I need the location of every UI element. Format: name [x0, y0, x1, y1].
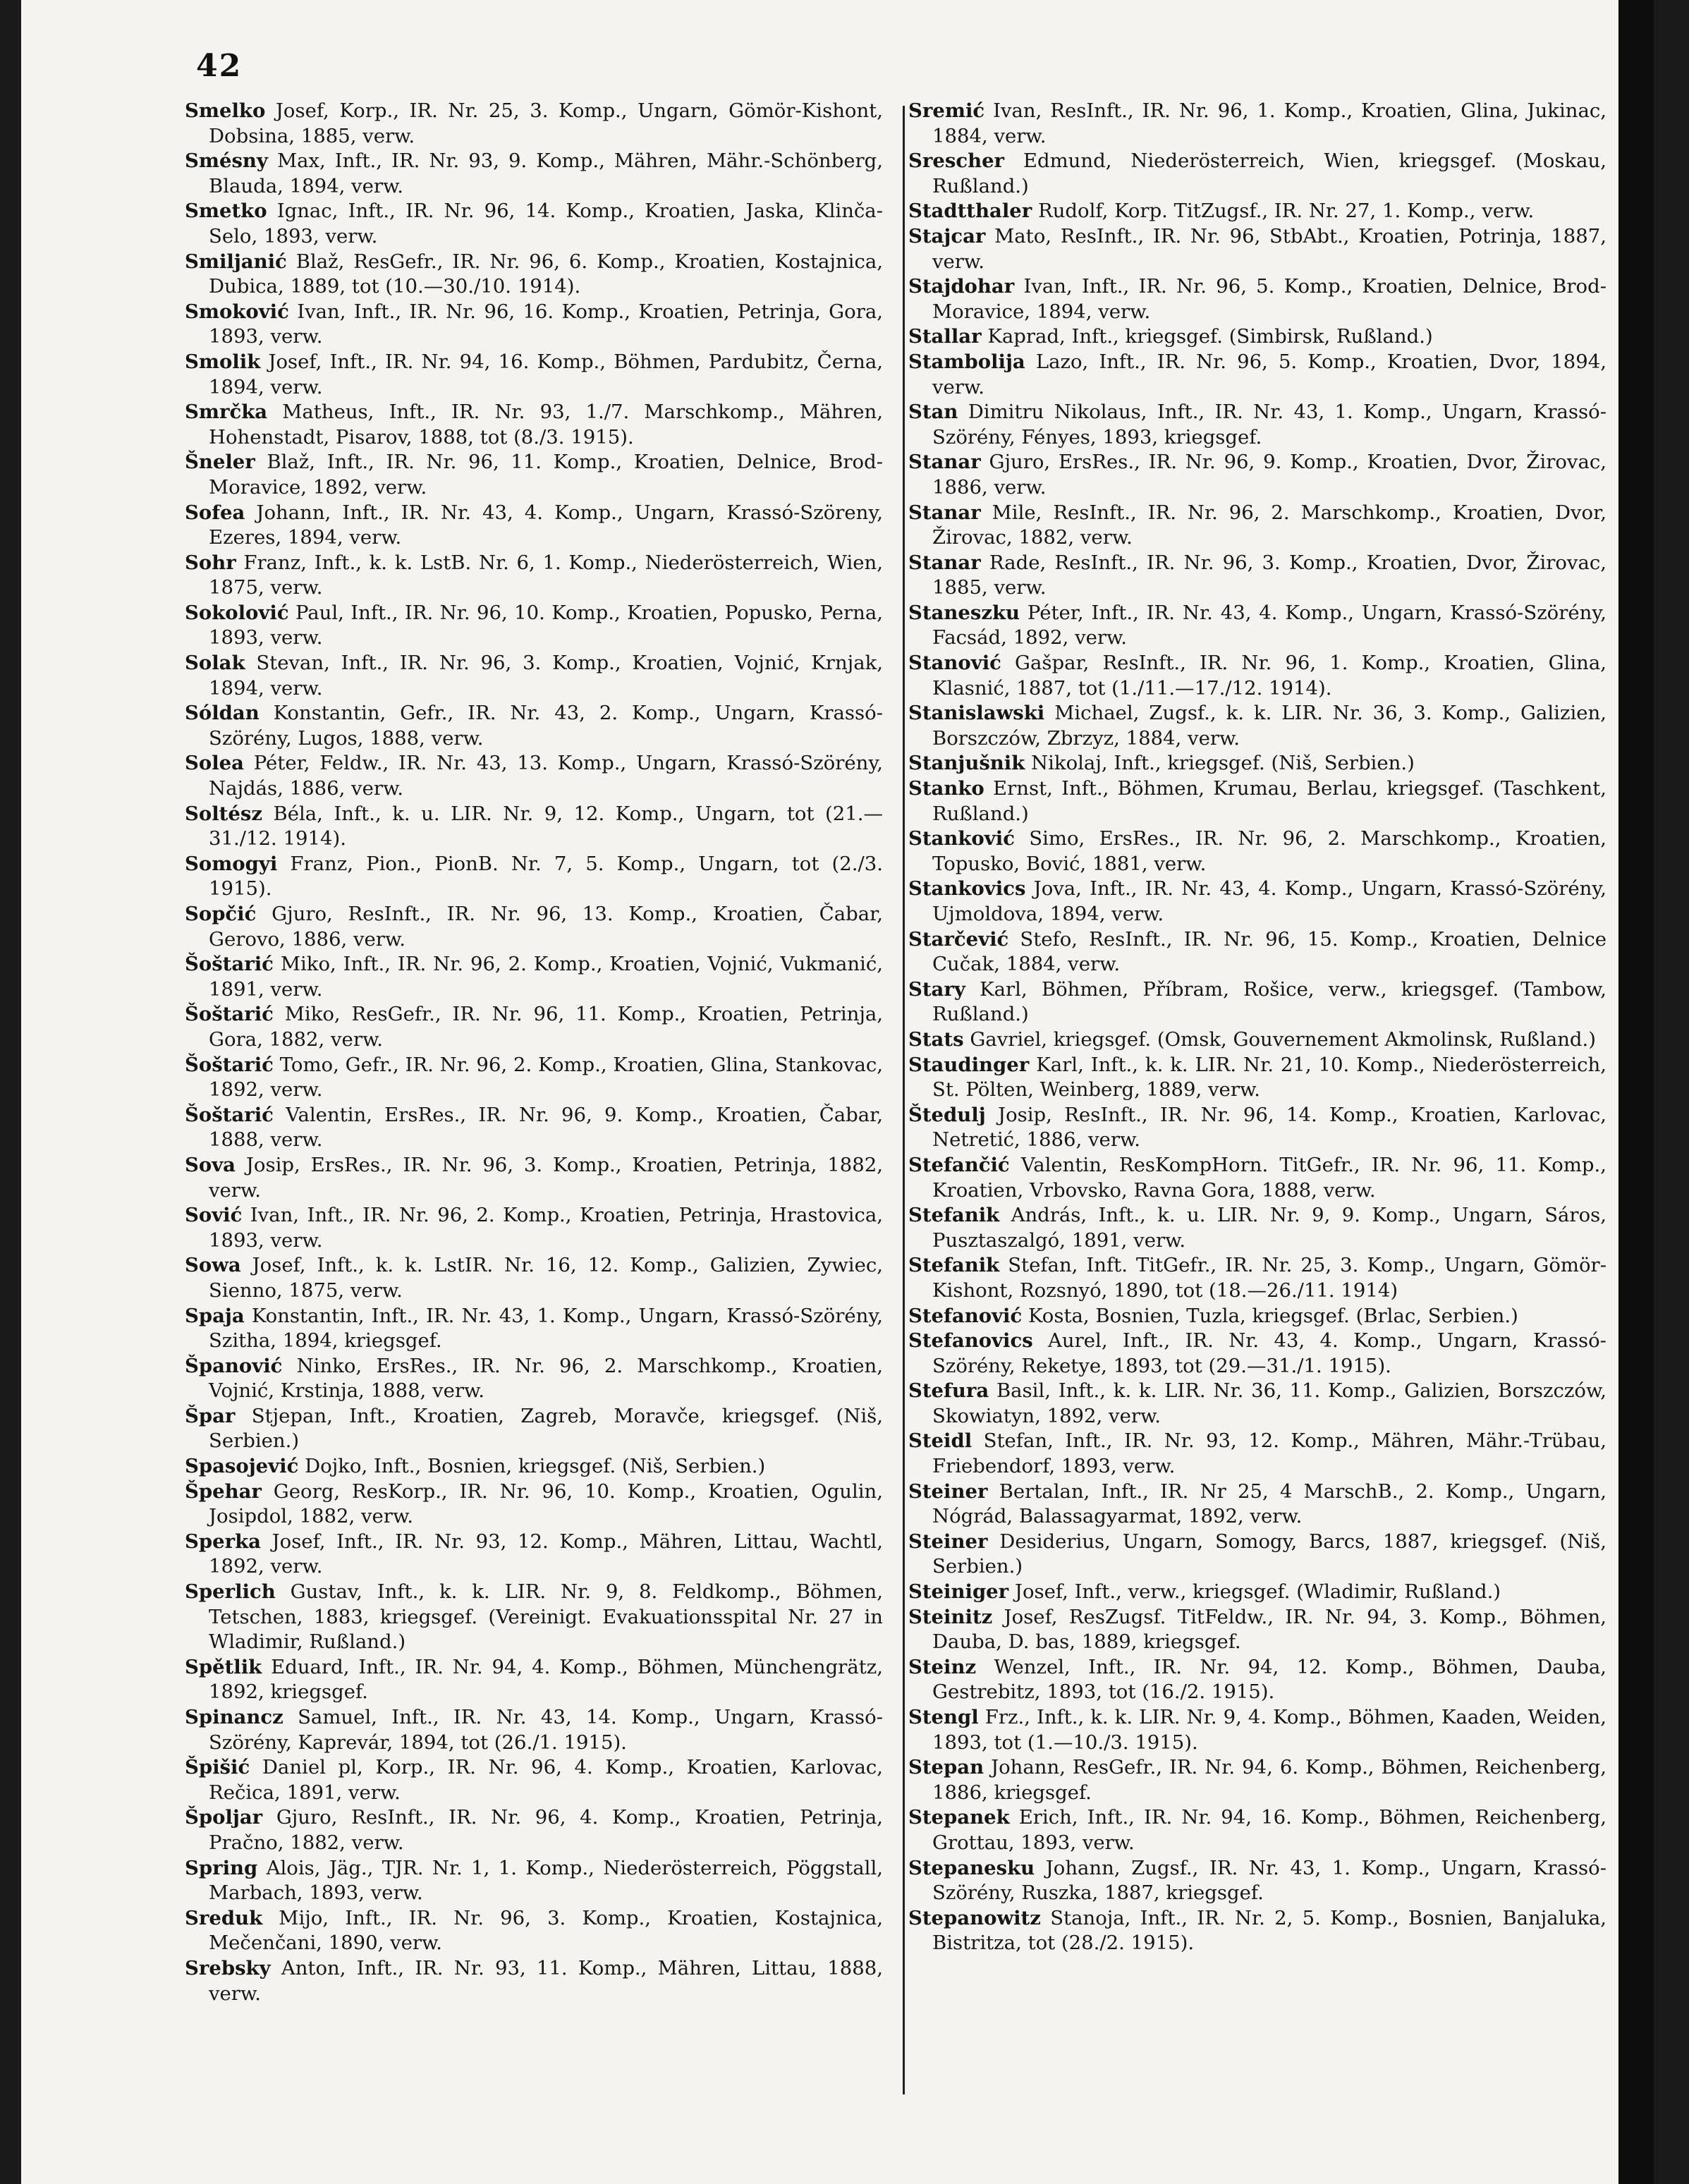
list-entry	[908, 651, 1606, 701]
list-entry	[185, 551, 883, 601]
entry-details: Josef, Korp., IR. Nr. 25, 3. Komp., Ungarn, Gömör-Kishont, Dobsina, 1885, verw.	[209, 99, 883, 147]
list-entry	[908, 551, 1606, 601]
entry-details: Erich, Inft., IR. Nr. 94, 16. Komp., Böhmen, Reichenberg, Grottau, 1893, verw.	[932, 1806, 1607, 1854]
entry-details: Daniel pl, Korp., IR. Nr. 96, 4. Komp., Kroatien, Karlovac, Rečica, 1891, verw.	[209, 1756, 883, 1804]
entry-surname: Spasojević	[185, 1455, 299, 1478]
entry-details: Ninko, ErsRes., IR. Nr. 96, 2. Marschkomp., Kroatien, Vojnić, Krstinja, 1888, verw.	[209, 1354, 883, 1403]
entry-surname: Sperlich	[185, 1580, 276, 1604]
list-entry	[908, 1203, 1606, 1253]
list-entry	[185, 1856, 883, 1906]
list-entry	[908, 1329, 1606, 1379]
list-entry	[185, 802, 883, 852]
list-entry	[908, 1605, 1606, 1655]
entry-details: Stefan, Inft. TitGefr., IR. Nr. 25, 3. Komp., Ungarn, Gömör-Kishont, Rozsnyó, 1890, tot (18.—26./11. 1914)	[932, 1254, 1606, 1302]
entry-details: Alois, Jäg., TJR. Nr. 1, 1. Komp., Niederösterreich, Pöggstall, Marbach, 1893, verw.	[209, 1856, 883, 1905]
entry-surname: Sofea	[185, 501, 245, 524]
entry-surname: Steiner	[908, 1530, 988, 1553]
entry-details: Stefan, Inft., IR. Nr. 93, 12. Komp., Mähren, Mähr.-Trübau, Friebendorf, 1893, verw.	[932, 1429, 1606, 1478]
entry-details: Lazo, Inft., IR. Nr. 96, 5. Komp., Kroatien, Dvor, 1894, verw.	[932, 350, 1606, 398]
list-entry	[908, 274, 1606, 324]
entry-details: Mato, ResInft., IR. Nr. 96, StbAbt., Kroatien, Potrinja, 1887, verw.	[932, 224, 1606, 273]
entry-surname: Stankovics	[908, 877, 1026, 901]
entry-details: Ernst, Inft., Böhmen, Krumau, Berlau, kriegsgef. (Taschkent, Rußland.)	[932, 777, 1606, 825]
entry-details: Eduard, Inft., IR. Nr. 94, 4. Komp., Böhmen, Münchengrätz, 1892, kriegsgef.	[209, 1655, 883, 1704]
list-entry	[185, 1203, 883, 1253]
entry-details: Bertalan, Inft., IR. Nr 25, 4 MarschB., 2. Komp., Ungarn, Nógrád, Balassagyarmat, 1892, verw.	[932, 1480, 1607, 1528]
entry-surname: Šoštarić	[185, 1003, 274, 1026]
entry-surname: Sowa	[185, 1254, 241, 1277]
list-entry	[185, 1906, 883, 1956]
entry-surname: Srebsky	[185, 1956, 271, 1979]
entry-details: Blaž, ResGefr., IR. Nr. 96, 6. Komp., Kroatien, Kostajnica, Dubica, 1889, tot (10.—30./10. 1914).	[209, 250, 883, 298]
entry-details: Konstantin, Gefr., IR. Nr. 43, 2. Komp., Ungarn, Krassó-Szörény, Lugos, 1888, verw.	[209, 702, 883, 750]
entry-surname: Steinitz	[908, 1605, 993, 1628]
entry-surname: Sremić	[908, 99, 985, 122]
entry-surname: Stefanik	[908, 1204, 1000, 1227]
entry-details: Gustav, Inft., k. k. LIR. Nr. 9, 8. Feldkomp., Böhmen, Tetschen, 1883, kriegsgef. (Vereinigt. Evakuationsspital Nr. 27 in Wladimir, Rußland.)	[209, 1580, 883, 1654]
entry-surname: Stanar	[908, 551, 981, 574]
list-entry	[908, 149, 1606, 199]
entry-details: Josef, Inft., IR. Nr. 94, 16. Komp., Böhmen, Pardubitz, Černa, 1894, verw.	[209, 350, 883, 398]
list-entry	[185, 1103, 883, 1153]
list-entry	[185, 1956, 883, 2006]
list-entry	[185, 450, 883, 500]
entry-surname: Somogyi	[185, 852, 278, 875]
list-entry	[185, 952, 883, 1002]
entry-surname: Stajdohar	[908, 275, 1015, 298]
entry-surname: Spring	[185, 1856, 258, 1879]
entry-details: Georg, ResKorp., IR. Nr. 96, 10. Komp., Kroatien, Ogulin, Josipdol, 1882, verw.	[209, 1480, 883, 1528]
entry-details: Josef, ResZugsf. TitFeldw., IR. Nr. 94, 3. Komp., Böhmen, Dauba, D. bas, 1889, kriegsgef.	[932, 1605, 1606, 1654]
entry-details: Josef, Inft., verw., kriegsgef. (Wladimir, Rußland.)	[1014, 1580, 1501, 1604]
entry-surname: Stepanek	[908, 1806, 1010, 1829]
list-entry	[908, 450, 1606, 500]
list-entry	[908, 1856, 1606, 1906]
entry-surname: Sokolović	[185, 601, 289, 624]
entry-surname: Sperka	[185, 1530, 261, 1553]
list-entry	[908, 1805, 1606, 1855]
entry-details: Dojko, Inft., Bosnien, kriegsgef. (Niš, Serbien.)	[305, 1455, 766, 1478]
entry-details: Josip, ResInft., IR. Nr. 96, 14. Komp., Kroatien, Karlovac, Netretić, 1886, verw.	[932, 1103, 1606, 1152]
list-entry	[185, 1480, 883, 1530]
entry-details: Ivan, Inft., IR. Nr. 96, 2. Komp., Kroatien, Petrinja, Hrastovica, 1893, verw.	[209, 1204, 883, 1252]
entry-details: Franz, Inft., k. k. LstB. Nr. 6, 1. Komp., Niederösterreich, Wien, 1875, verw.	[209, 551, 883, 599]
list-entry	[908, 1053, 1606, 1103]
entry-surname: Stefura	[908, 1379, 989, 1403]
entry-surname: Stanar	[908, 501, 981, 524]
entry-details: Stjepan, Inft., Kroatien, Zagreb, Moravče, kriegsgef. (Niš, Serbien.)	[209, 1404, 883, 1453]
entry-details: Gavriel, kriegsgef. (Omsk, Gouvernement Akmolinsk, Rußland.)	[970, 1027, 1596, 1051]
list-entry	[185, 1805, 883, 1855]
entry-surname: Stallar	[908, 325, 982, 348]
entry-details: Rudolf, Korp. TitZugsf., IR. Nr. 27, 1. Komp., verw.	[1038, 200, 1535, 223]
list-entry	[185, 350, 883, 400]
entry-surname: Stanko	[908, 777, 984, 800]
entry-details: Kosta, Bosnien, Tuzla, kriegsgef. (Brlac, Serbien.)	[1028, 1304, 1518, 1327]
entry-surname: Stefančić	[908, 1153, 1010, 1176]
entry-surname: Sóldan	[185, 702, 260, 725]
list-entry	[185, 1454, 883, 1480]
entry-surname: Španović	[185, 1354, 283, 1377]
list-entry	[908, 99, 1606, 149]
list-entry	[185, 1153, 883, 1203]
entry-details: Johann, Inft., IR. Nr. 43, 4. Komp., Ungarn, Krassó-Szöreny, Ezeres, 1894, verw.	[209, 501, 883, 549]
entry-details: Karl, Böhmen, Příbram, Rošice, verw., kriegsgef. (Tambow, Rußland.)	[932, 977, 1606, 1026]
list-entry	[185, 1053, 883, 1103]
entry-details: Paul, Inft., IR. Nr. 96, 10. Komp., Kroatien, Popusko, Perna, 1893, verw.	[209, 601, 883, 649]
list-entry	[185, 199, 883, 249]
entry-details: Gjuro, ErsRes., IR. Nr. 96, 9. Komp., Kroatien, Dvor, Žirovac, 1886, verw.	[932, 451, 1606, 499]
entry-surname: Stefanik	[908, 1254, 1000, 1277]
entry-surname: Štedulj	[908, 1103, 986, 1126]
entry-surname: Soltész	[185, 802, 262, 825]
entry-surname: Stanović	[908, 652, 1001, 675]
entry-details: Johann, ResGefr., IR. Nr. 94, 6. Komp., Böhmen, Reichenberg, 1886, kriegsgef.	[932, 1756, 1606, 1804]
entry-surname: Stary	[908, 977, 965, 1001]
list-entry	[908, 1906, 1606, 1956]
entry-details: Stefo, ResInft., IR. Nr. 96, 15. Komp., Kroatien, Delnice Cučak, 1884, verw.	[932, 927, 1606, 976]
entry-surname: Sreduk	[185, 1906, 263, 1929]
entry-surname: Stadtthaler	[908, 200, 1032, 223]
list-entry	[908, 701, 1606, 751]
list-entry	[908, 601, 1606, 651]
entry-surname: Stefanović	[908, 1304, 1023, 1327]
list-entry	[908, 977, 1606, 1027]
list-entry	[185, 651, 883, 701]
entry-surname: Smésny	[185, 150, 268, 173]
entry-details: Valentin, ErsRes., IR. Nr. 96, 9. Komp., Kroatien, Čabar, 1888, verw.	[209, 1103, 884, 1152]
entry-details: Stanoja, Inft., IR. Nr. 2, 5. Komp., Bosnien, Banjaluka, Bistritza, tot (28./2. 1915).	[932, 1906, 1606, 1955]
entry-surname: Stefanovics	[908, 1329, 1033, 1353]
entry-surname: Solak	[185, 652, 245, 675]
entry-details: Péter, Feldw., IR. Nr. 43, 13. Komp., Ungarn, Krassó-Szörény, Najdás, 1886, verw.	[209, 752, 883, 800]
list-entry	[908, 400, 1606, 450]
entry-surname: Stengl	[908, 1706, 979, 1728]
entry-details: Gjuro, ResInft., IR. Nr. 96, 13. Komp., Kroatien, Čabar, Gerovo, 1886, verw.	[209, 903, 883, 951]
entry-surname: Smetko	[185, 200, 267, 223]
list-entry	[908, 1103, 1606, 1153]
entry-details: Valentin, ResKompHorn. TitGefr., IR. Nr. 96, 11. Komp., Kroatien, Vrbovsko, Ravna Gora, 1888, verw.	[932, 1153, 1606, 1202]
entry-details: Edmund, Niederösterreich, Wien, kriegsgef. (Moskau, Rußland.)	[932, 150, 1606, 197]
entry-details: Rade, ResInft., IR. Nr. 96, 3. Komp., Kroatien, Dvor, Žirovac, 1885, verw.	[932, 551, 1606, 599]
entry-surname: Sohr	[185, 551, 236, 574]
entry-surname: Stepan	[908, 1756, 984, 1779]
entry-details: Aurel, Inft., IR. Nr. 43, 4. Komp., Ungarn, Krassó-Szörény, Reketye, 1893, tot (29.—31./1. 1915).	[932, 1329, 1606, 1377]
list-entry	[185, 852, 883, 902]
list-entry	[908, 751, 1606, 776]
entry-details: Dimitru Nikolaus, Inft., IR. Nr. 43, 1. Komp., Ungarn, Krassó-Szörény, Fényes, 1893, kriegsgef.	[932, 401, 1607, 449]
entry-details: Wenzel, Inft., IR. Nr. 94, 12. Komp., Böhmen, Dauba, Gestrebitz, 1893, tot (16./2. 1915).	[932, 1655, 1606, 1704]
entry-details: Miko, ResGefr., IR. Nr. 96, 11. Komp., Kroatien, Petrinja, Gora, 1882, verw.	[209, 1003, 883, 1051]
entry-surname: Starčević	[908, 927, 1009, 951]
list-entry	[908, 199, 1606, 224]
entry-surname: Špehar	[185, 1480, 262, 1503]
entry-surname: Steinz	[908, 1655, 977, 1678]
entry-surname: Sova	[185, 1153, 236, 1176]
entry-surname: Solea	[185, 752, 244, 775]
entry-details: Ivan, Inft., IR. Nr. 96, 16. Komp., Kroatien, Petrinja, Gora, 1893, verw.	[209, 300, 883, 348]
entry-details: Blaž, Inft., IR. Nr. 96, 11. Komp., Kroatien, Delnice, Brod-Moravice, 1892, verw.	[209, 451, 883, 499]
list-entry	[908, 776, 1606, 826]
entry-surname: Smolik	[185, 350, 261, 373]
entry-surname: Steidl	[908, 1429, 972, 1453]
entry-details: Simo, ErsRes., IR. Nr. 96, 2. Marschkomp., Kroatien, Topusko, Bović, 1881, verw.	[932, 827, 1607, 875]
list-entry	[908, 1379, 1606, 1429]
entry-surname: Srescher	[908, 150, 1005, 173]
list-entry	[185, 300, 883, 350]
entry-surname: Stepanowitz	[908, 1906, 1041, 1929]
list-entry	[908, 1580, 1606, 1605]
entry-surname: Špoljar	[185, 1806, 263, 1829]
list-entry	[908, 1429, 1606, 1479]
entry-details: Béla, Inft., k. u. LIR. Nr. 9, 12. Komp., Ungarn, tot (21.—31./12. 1914).	[209, 802, 883, 850]
entry-details: Nikolaj, Inft., kriegsgef. (Niš, Serbien.)	[1031, 752, 1415, 775]
entry-details: Miko, Inft., IR. Nr. 96, 2. Komp., Kroatien, Vojnić, Vukmanić, 1891, verw.	[209, 953, 883, 1001]
list-entry	[908, 927, 1606, 977]
entry-surname: Šoštarić	[185, 1053, 274, 1076]
list-entry	[185, 1304, 883, 1354]
column-divider	[903, 106, 905, 2094]
list-entry	[185, 1002, 883, 1052]
entry-details: Ivan, Inft., IR. Nr. 96, 5. Komp., Kroatien, Delnice, Brod-Moravice, 1894, verw.	[932, 275, 1606, 323]
entry-details: Anton, Inft., IR. Nr. 93, 11. Komp., Mähren, Littau, 1888, verw.	[209, 1956, 883, 2005]
entry-details: Karl, Inft., k. k. LIR. Nr. 21, 10. Komp., Niederösterreich, St. Pölten, Weinberg, 1889, verw.	[932, 1053, 1606, 1102]
list-entry	[908, 1304, 1606, 1329]
entry-details: Péter, Inft., IR. Nr. 43, 4. Komp., Ungarn, Krassó-Szörény, Facsád, 1892, verw.	[932, 601, 1606, 649]
list-entry	[185, 601, 883, 651]
list-entry	[908, 350, 1606, 400]
list-entry	[908, 1027, 1606, 1053]
entry-details: Michael, Zugsf., k. k. LIR. Nr. 36, 3. Komp., Galizien, Borszczów, Zbrzyz, 1884, verw.	[932, 702, 1606, 750]
entry-surname: Stajcar	[908, 224, 986, 248]
entry-details: Tomo, Gefr., IR. Nr. 96, 2. Komp., Kroatien, Glina, Stankovac, 1892, verw.	[209, 1053, 883, 1102]
document-page	[21, 0, 1654, 2184]
entry-details: Mijo, Inft., IR. Nr. 96, 3. Komp., Kroatien, Kostajnica, Mečenčani, 1890, verw.	[209, 1906, 883, 1955]
entry-surname: Špišić	[185, 1756, 250, 1779]
entry-surname: Stanar	[908, 451, 981, 474]
list-entry	[185, 751, 883, 801]
entry-surname: Smiljanić	[185, 250, 287, 273]
list-entry	[185, 1705, 883, 1755]
list-entry	[185, 250, 883, 300]
list-entry	[908, 1755, 1606, 1805]
entry-surname: Sović	[185, 1204, 243, 1227]
entry-details: Gašpar, ResInft., IR. Nr. 96, 1. Komp., Kroatien, Glina, Klasnić, 1887, tot (1./11.—17./12. 1914).	[932, 652, 1606, 700]
entry-details: Gjuro, ResInft., IR. Nr. 96, 4. Komp., Kroatien, Petrinja, Pračno, 1882, verw.	[209, 1806, 883, 1854]
page-number: 42	[196, 48, 243, 84]
entry-details: András, Inft., k. u. LIR. Nr. 9, 9. Komp., Ungarn, Sáros, Pusztaszalgó, 1891, verw.	[932, 1204, 1606, 1252]
entry-surname: Stambolija	[908, 350, 1025, 373]
entry-surname: Steiner	[908, 1480, 988, 1503]
entry-details: Johann, Zugsf., IR. Nr. 43, 1. Komp., Ungarn, Krassó-Szörény, Ruszka, 1887, kriegsgef.	[932, 1856, 1606, 1905]
list-entry	[908, 501, 1606, 551]
list-entry	[185, 1755, 883, 1805]
list-entry	[185, 149, 883, 199]
entry-details: Josip, ErsRes., IR. Nr. 96, 3. Komp., Kroatien, Petrinja, 1882, verw.	[209, 1153, 883, 1202]
entry-surname: Stats	[908, 1027, 964, 1051]
entry-details: Max, Inft., IR. Nr. 93, 9. Komp., Mähren, Mähr.-Schönberg, Blauda, 1894, verw.	[209, 150, 883, 197]
entry-details: Ivan, ResInft., IR. Nr. 96, 1. Komp., Kroatien, Glina, Jukinac, 1884, verw.	[932, 99, 1606, 147]
entry-details: Josef, Inft., IR. Nr. 93, 12. Komp., Mähren, Littau, Wachtl, 1892, verw.	[209, 1530, 883, 1578]
entry-surname: Stanislawski	[908, 702, 1045, 725]
entry-surname: Stanković	[908, 827, 1015, 850]
left-column	[185, 99, 883, 2006]
list-entry	[185, 99, 883, 149]
entry-surname: Smelko	[185, 99, 266, 122]
list-entry	[908, 224, 1606, 274]
entry-surname: Spaja	[185, 1304, 245, 1327]
entry-surname: Sopčić	[185, 903, 257, 925]
list-entry	[908, 826, 1606, 877]
list-entry	[908, 1480, 1606, 1530]
entry-surname: Steiniger	[908, 1580, 1009, 1604]
list-entry	[908, 1705, 1606, 1755]
entry-details: Kaprad, Inft., kriegsgef. (Simbirsk, Rußland.)	[987, 325, 1433, 348]
entry-surname: Šoštarić	[185, 1103, 274, 1126]
entry-details: Samuel, Inft., IR. Nr. 43, 14. Komp., Ungarn, Krassó-Szörény, Kaprevár, 1894, tot (26./1. 1915).	[209, 1706, 883, 1754]
list-entry	[185, 1580, 883, 1655]
list-entry	[185, 1404, 883, 1454]
entry-details: Desiderius, Ungarn, Somogy, Barcs, 1887, kriegsgef. (Niš, Serbien.)	[932, 1530, 1606, 1578]
entry-surname: Stepanesku	[908, 1856, 1035, 1879]
entry-surname: Stanjušnik	[908, 752, 1025, 775]
list-entry	[908, 1253, 1606, 1303]
entry-surname: Spinancz	[185, 1706, 283, 1728]
entry-surname: Špar	[185, 1404, 236, 1427]
entry-surname: Staudinger	[908, 1053, 1030, 1076]
list-entry	[908, 877, 1606, 927]
entry-surname: Smoković	[185, 300, 289, 323]
list-entry	[908, 1655, 1606, 1705]
list-entry	[185, 400, 883, 450]
entry-surname: Spětlik	[185, 1655, 262, 1678]
entry-surname: Staneszku	[908, 601, 1020, 624]
entry-details: Franz, Pion., PionB. Nr. 7, 5. Komp., Ungarn, tot (2./3. 1915).	[209, 852, 883, 901]
list-entry	[185, 1253, 883, 1303]
entry-details: Jova, Inft., IR. Nr. 43, 4. Komp., Ungarn, Krassó-Szörény, Ujmoldova, 1894, verw.	[932, 877, 1606, 925]
entry-details: Frz., Inft., k. k. LIR. Nr. 9, 4. Komp., Böhmen, Kaaden, Weiden, 1893, tot (1.—10./3. 1915).	[932, 1706, 1606, 1754]
entry-details: Matheus, Inft., IR. Nr. 93, 1./7. Marschkomp., Mähren, Hohenstadt, Pisarov, 1888, tot (8./3. 1915).	[209, 401, 883, 449]
scan-edge	[1618, 0, 1654, 2184]
list-entry	[908, 1530, 1606, 1580]
entry-surname: Smrčka	[185, 401, 268, 424]
entry-details: Basil, Inft., k. k. LIR. Nr. 36, 11. Komp., Galizien, Borszczów, Skowiatyn, 1892, verw.	[932, 1379, 1606, 1427]
entry-details: Ignac, Inft., IR. Nr. 96, 14. Komp., Kroatien, Jaska, Klinča-Selo, 1893, verw.	[209, 200, 883, 248]
list-entry	[185, 902, 883, 952]
entry-details: Mile, ResInft., IR. Nr. 96, 2. Marschkomp., Kroatien, Dvor, Žirovac, 1882, verw.	[932, 501, 1606, 549]
list-entry	[185, 501, 883, 551]
entry-surname: Stan	[908, 401, 958, 424]
entry-surname: Šoštarić	[185, 953, 274, 976]
list-entry	[185, 1354, 883, 1404]
entry-details: Stevan, Inft., IR. Nr. 96, 3. Komp., Kroatien, Vojnić, Krnjak, 1894, verw.	[209, 652, 883, 700]
right-column	[908, 99, 1606, 1956]
list-entry	[185, 1530, 883, 1580]
entry-surname: Šneler	[185, 451, 255, 474]
list-entry	[185, 701, 883, 751]
list-entry	[908, 1153, 1606, 1203]
entry-details: Josef, Inft., k. k. LstIR. Nr. 16, 12. Komp., Galizien, Zywiec, Sienno, 1875, verw.	[209, 1254, 883, 1302]
list-entry	[185, 1655, 883, 1705]
list-entry	[908, 324, 1606, 350]
entry-details: Konstantin, Inft., IR. Nr. 43, 1. Komp., Ungarn, Krassó-Szörény, Szitha, 1894, kriegsgef.	[209, 1304, 883, 1353]
